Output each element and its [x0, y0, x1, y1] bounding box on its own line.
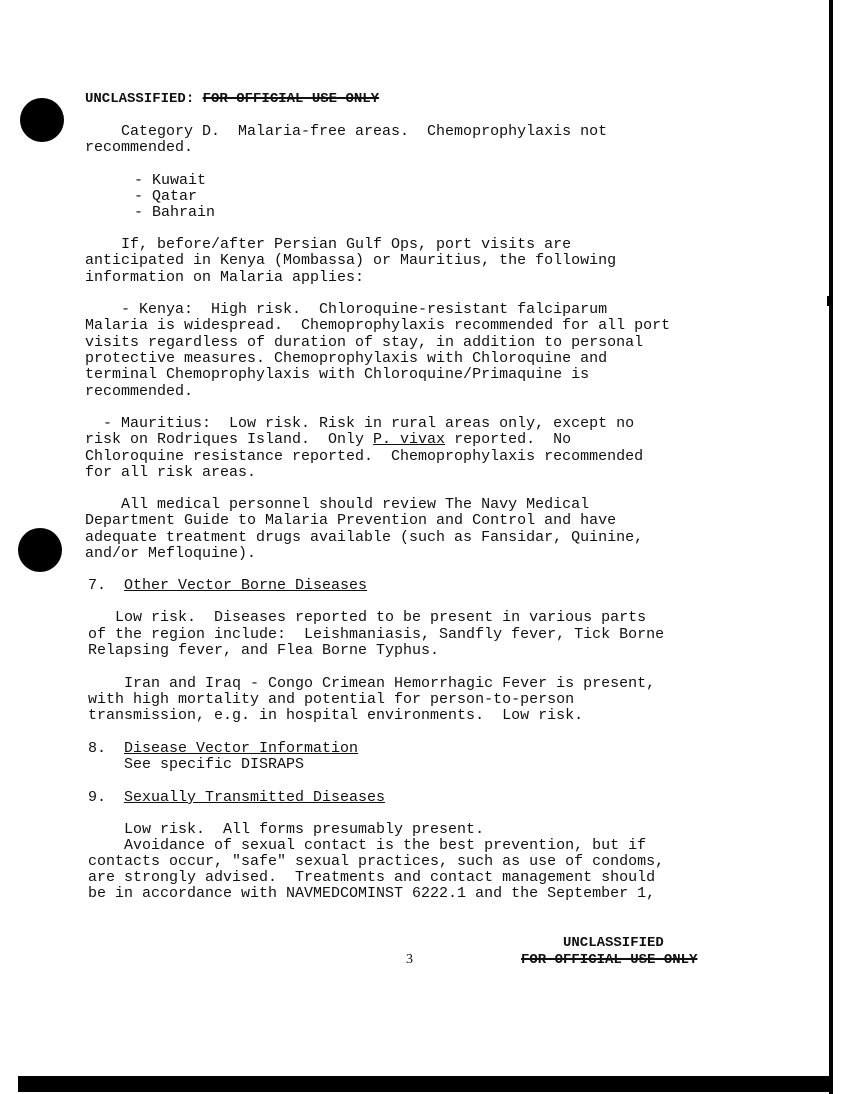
std-para-line: Avoidance of sexual contact is the best prevention, but if [88, 837, 647, 854]
vector-para-line: Low risk. Diseases reported to be present in various parts [88, 609, 647, 626]
section-8-body: See specific DISRAPS [88, 756, 305, 773]
header-fouo-struck: FOR OFFICIAL USE ONLY [202, 91, 380, 107]
medical-para-line: Department Guide to Malaria Prevention and Control and have [85, 512, 617, 529]
section-7-heading [88, 578, 367, 594]
std-para-line: are strongly advised. Treatments and contact management should [88, 869, 656, 886]
std-para-line: Low risk. All forms presumably present. [88, 821, 485, 838]
header-unclassified: UNCLASSIFIED: [85, 91, 195, 107]
footer-unclassified: UNCLASSIFIED [563, 935, 664, 951]
kenya-para-line: protective measures. Chemoprophylaxis with Chloroquine and [85, 350, 608, 367]
header-classification [85, 91, 379, 107]
mauritius-line2 [85, 432, 571, 448]
kenya-para-line: - Kenya: High risk. Chloroquine-resistant falciparum [85, 301, 608, 318]
section-9-heading [88, 790, 385, 806]
ports-para-line: If, before/after Persian Gulf Ops, port visits are [85, 236, 572, 253]
mauritius-line2-post: reported. No [445, 431, 572, 448]
kenya-para-line: terminal Chemoprophylaxis with Chloroquine/Primaquine is [85, 366, 590, 383]
ports-para-line: anticipated in Kenya (Mombassa) or Mauritius, the following [85, 252, 617, 269]
kenya-para-line: Malaria is widespread. Chemoprophylaxis recommended for all port [85, 317, 671, 334]
list-item: - Bahrain [134, 204, 216, 221]
mauritius-line1: - Mauritius: Low risk. Risk in rural areas only, except no [85, 415, 635, 432]
section-8-heading [88, 741, 358, 757]
section-8-number: 8. [88, 740, 125, 757]
std-para-line: be in accordance with NAVMEDCOMINST 6222.1 and the September 1, [88, 885, 656, 902]
ports-para-line: information on Malaria applies: [85, 269, 365, 286]
category-d-line1: Category D. Malaria-free areas. Chemoprophylaxis not [85, 123, 608, 140]
page-number: 3 [406, 952, 413, 967]
iran-para-line: with high mortality and potential for person-to-person [88, 691, 575, 708]
punch-hole-top [20, 98, 64, 142]
iran-para-line: Iran and Iraq - Congo Crimean Hemorrhagic Fever is present, [88, 675, 656, 692]
section-8-title: Disease Vector Information [124, 740, 359, 757]
section-9-number: 9. [88, 789, 125, 806]
section-7-number: 7. [88, 577, 125, 594]
section-9-title: Sexually Transmitted Diseases [124, 789, 386, 806]
std-para-line: contacts occur, "safe" sexual practices, such as use of condoms, [88, 853, 665, 870]
scan-edge-right-mark [827, 296, 833, 306]
list-item: - Qatar [134, 188, 198, 205]
vector-para-line: Relapsing fever, and Flea Borne Typhus. [88, 642, 440, 659]
mauritius-species: P. vivax [373, 431, 446, 448]
medical-para-line: adequate treatment drugs available (such as Fansidar, Quinine, [85, 529, 644, 546]
medical-para-line: and/or Mefloquine). [85, 545, 257, 562]
vector-para-line: of the region include: Leishmaniasis, Sandfly fever, Tick Borne [88, 626, 665, 643]
mauritius-line2-pre: risk on Rodriques Island. Only [85, 431, 374, 448]
footer-fouo-struck: FOR OFFICIAL USE ONLY [521, 952, 698, 968]
list-item: - Kuwait [134, 172, 207, 189]
iran-para-line: transmission, e.g. in hospital environments. Low risk. [88, 707, 584, 724]
medical-para-line: All medical personnel should review The Navy Medical [85, 496, 590, 513]
scan-edge-bottom [18, 1076, 833, 1092]
section-7-title: Other Vector Borne Diseases [124, 577, 368, 594]
mauritius-line4: for all risk areas. [85, 464, 257, 481]
mauritius-line3: Chloroquine resistance reported. Chemoprophylaxis recommended [85, 448, 644, 465]
punch-hole-bottom [18, 528, 62, 572]
scan-edge-right [829, 0, 833, 1094]
kenya-para-line: recommended. [85, 383, 194, 400]
kenya-para-line: visits regardless of duration of stay, in addition to personal [85, 334, 644, 351]
category-d-line2: recommended. [85, 139, 194, 156]
